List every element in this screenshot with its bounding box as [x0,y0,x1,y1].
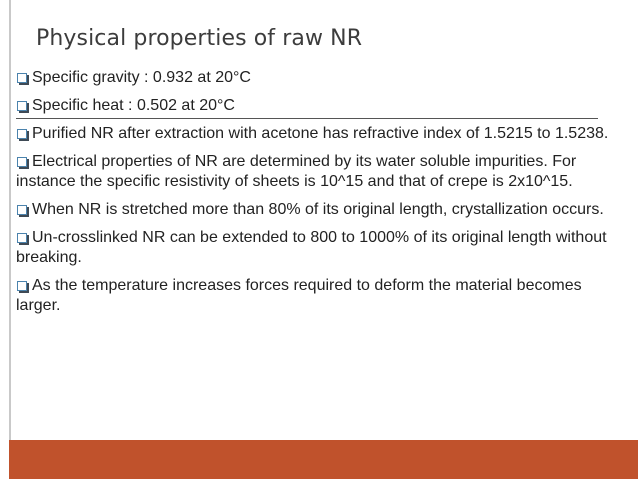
bullet-text: Un-crosslinked NR can be extended to 800 to 1000% of its original length without breaking. [16,229,607,266]
bullet-text: As the temperature increases forces required to deform the material becomes larger. [16,277,582,314]
bullet-item [16,68,626,88]
bullet-item [16,96,598,119]
bottom-accent-bar [9,440,638,479]
bullet-item [16,124,626,144]
bullet-list [16,68,626,324]
checkbox-square-icon [17,101,27,111]
bullet-item [16,228,626,268]
bullet-text: Electrical properties of NR are determined by its water soluble impurities. For instance the specific resistivity of sheets is 10^15 and that of crepe is 2x10^15. [16,153,577,190]
slide-title: Physical properties of raw NR [36,26,363,51]
checkbox-square-icon [17,73,27,83]
checkbox-square-icon [17,157,27,167]
bullet-item [16,276,626,316]
bullet-text: Specific heat : 0.502 at 20°C [32,97,235,114]
bullet-text: When NR is stretched more than 80% of its original length, crystallization occurs. [32,201,604,218]
bullet-text: Purified NR after extraction with acetone has refractive index of 1.5215 to 1.5238. [32,125,609,142]
checkbox-square-icon [17,281,27,291]
checkbox-square-icon [17,129,27,139]
checkbox-square-icon [17,233,27,243]
left-accent-rule [9,0,11,440]
bullet-item [16,152,626,192]
bullet-item [16,200,626,220]
bullet-text: Specific gravity : 0.932 at 20°C [32,69,251,86]
checkbox-square-icon [17,205,27,215]
